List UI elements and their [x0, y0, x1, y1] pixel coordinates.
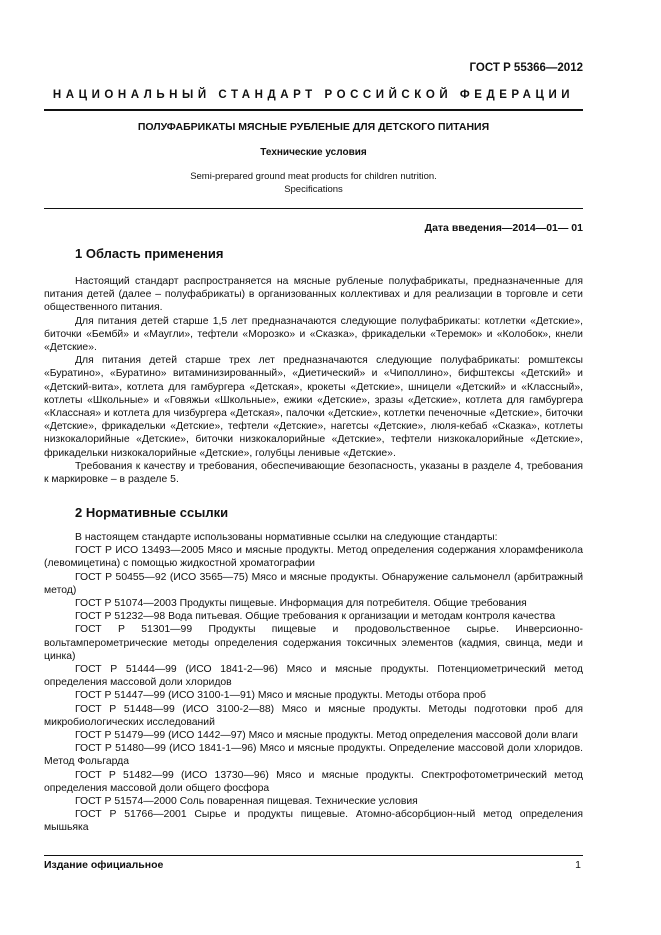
section-2-heading: 2 Нормативные ссылки [75, 505, 229, 520]
national-standard-banner: НАЦИОНАЛЬНЫЙ СТАНДАРТ РОССИЙСКОЙ ФЕДЕРАЦИИ [52, 89, 575, 101]
reference-item: ГОСТ Р 51448—99 (ИСО 3100-2—88) Мясо и мясные продукты. Методы подготовки проб для микробиологических исследований [44, 703, 583, 728]
paragraph: Для питания детей старше 1,5 лет предназначаются следующие полуфабрикаты: котлетки «Детские», биточки «Бембй» и «Маугли», тефтели «Морозко» и «Сказка», фрикадельки «Теремок» и «Колобок», кнели «Детские». [44, 315, 583, 354]
section-1-heading: 1 Область применения [75, 246, 224, 261]
reference-item: ГОСТ Р 51074—2003 Продукты пищевые. Информация для потребителя. Общие требования [75, 598, 527, 610]
section-2-body [44, 531, 583, 835]
paragraph: Требования к качеству и требования, обеспечивающие безопасность, указаны в разделе 4, требования к маркировке – в разделе 5. [44, 460, 583, 486]
paragraph: Для питания детей старше трех лет предназначаются следующие полуфабрикаты: ромштексы «Буратино», «Буратино» витаминизированный», «Диетический» и «Чиполлино», бифштексы «Детский» и «Детский-вита», котлета для гамбургера «Детская», крокеты «Детские», шницели «Детский» и «Классный», котлеты «Школьные» и «Говяжьи «Школьные», ежики «Детские», зразы «Детские», котлета для гамбургера «Классная» и котлета для чизбургера «Детская», палочки «Детские», котлетки печеночные «Детские», биточки «Детские», фрикадельки «Детские», тефтели «Детские», нагетсы «Детские», люля-кебаб «Сказка», котлеты низкокалорийные «Детские», биточки низкокалорийные «Детские», тефтели низкокалорийные «Детские», фрикадельки низкокалорийные «Детские», голубцы ленивые «Детские». [44, 355, 583, 459]
page-number: 1 [575, 859, 581, 871]
reference-item: ГОСТ Р 50455—92 (ИСО 3565—75) Мясо и мясные продукты. Обнаружение сальмонелл (арбитражный метод) [44, 571, 583, 596]
reference-item: ГОСТ Р ИСО 13493—2005 Мясо и мясные продукты. Метод определения содержания хлорамфеникола (левомицетина) с помощью жидкостной хроматографии [44, 545, 583, 570]
english-title [44, 170, 583, 196]
reference-item: ГОСТ Р 51766—2001 Сырье и продукты пищевые. Атомно-абсорбцион-ный метод определения мышьяка [44, 809, 583, 834]
english-title-line1: Semi-prepared ground meat products for children nutrition. [190, 171, 437, 182]
reference-item: ГОСТ Р 51447—99 (ИСО 3100-1—91) Мясо и мясные продукты. Методы отбора проб [75, 690, 486, 702]
reference-item: ГОСТ Р 51444—99 (ИСО 1841-2—96) Мясо и мясные продукты. Потенциометрический метод определения массовой доли хлоридов [44, 664, 583, 689]
title-divider [44, 208, 583, 209]
reference-item: ГОСТ Р 51232—98 Вода питьевая. Общие требования к организации и методам контроля качества [75, 611, 556, 623]
english-title-line2: Specifications [284, 184, 343, 195]
edition-label: Издание официальное [44, 859, 164, 871]
document-title: ПОЛУФАБРИКАТЫ МЯСНЫЕ РУБЛЕНЫЕ ДЛЯ ДЕТСКОГО ПИТАНИЯ [137, 121, 490, 133]
introduction-date: Дата введения—2014—01— 01 [424, 222, 583, 234]
reference-item: ГОСТ Р 51301—99 Продукты пищевые и продовольственное сырье. Инверсионно-вольтамперометрические методы определения содержания токсичных элементов (кадмия, свинца, меди и цинка) [44, 624, 583, 662]
top-divider [44, 109, 583, 111]
paragraph: В настоящем стандарте использованы нормативные ссылки на следующие стандарты: [75, 532, 498, 543]
document-subtitle: Технические условия [260, 147, 367, 158]
gost-number: ГОСТ Р 55366—2012 [469, 62, 583, 74]
paragraph: Настоящий стандарт распространяется на мясные рубленые полуфабрикаты, предназначенные для питания детей (далее – полуфабрикаты) в организованных коллективах и для реализации в торговле и сети общественного питания. [44, 276, 583, 314]
reference-item: ГОСТ Р 51479—99 (ИСО 1442—97) Мясо и мясные продукты. Метод определения массовой доли влаги [75, 730, 578, 742]
section-1-body [44, 275, 583, 486]
reference-item: ГОСТ Р 51482—99 (ИСО 13730—96) Мясо и мясные продукты. Спектрофотометрический метод определения массовой доли общего фосфора [44, 769, 583, 794]
reference-item: ГОСТ Р 51574—2000 Соль поваренная пищевая. Технические условия [75, 796, 418, 808]
reference-item: ГОСТ Р 51480—99 (ИСО 1841-1—96) Мясо и мясные продукты. Определение массовой доли хлоридов. Метод Фольгарда [44, 743, 583, 768]
footer-divider [44, 855, 583, 856]
